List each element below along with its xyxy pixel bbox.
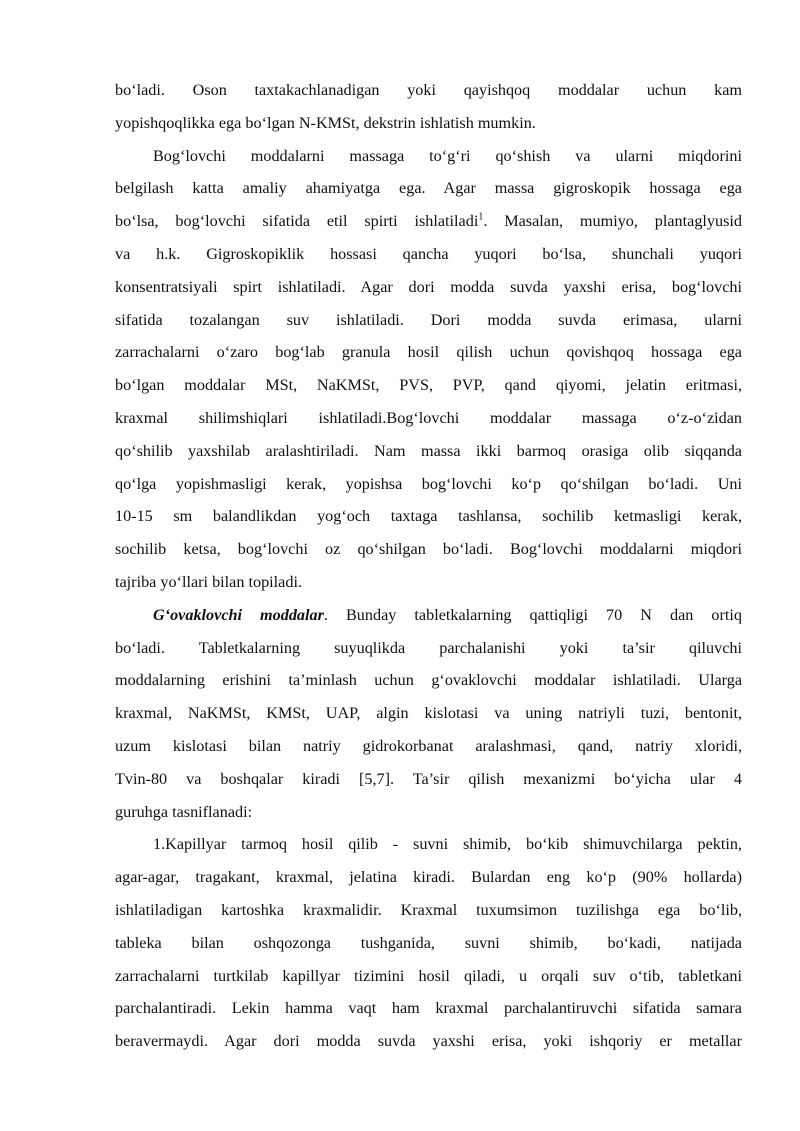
text-line: belgilash katta amaliy ahamiyatga ega. Agar massa gigroskopik hossaga ega: [115, 179, 742, 198]
text-line: bo‘ladi. Oson taxtakachlanadigan yoki qayishqoq moddalar uchun kam: [115, 81, 742, 99]
text-line: qo‘shilib yaxshilab aralashtiriladi. Nam massa ikki barmoq orasiga olib siqqanda: [115, 441, 742, 460]
text-body: [115, 74, 742, 1058]
footnote-reference: 1: [478, 211, 484, 223]
text-line: Tvin-80 va boshqalar kiradi [5,7]. Ta’sir qilish mexanizmi bo‘yicha ular 4: [115, 769, 742, 788]
text-line: tajriba yo‘llari bilan topiladi.: [115, 572, 303, 591]
text-line: konsentratsiyali spirt ishlatiladi. Agar dori modda suvda yaxshi erisa, bog‘lovchi: [115, 277, 742, 296]
text-line: moddalarning erishini ta’minlash uchun g‘ovaklovchi moddalar ishlatiladi. Ularga: [115, 671, 742, 690]
text-line: bo‘lgan moddalar MSt, NaKMSt, PVS, PVP, qand qiyomi, jelatin eritmasi,: [115, 376, 742, 395]
text-line: yopishqoqlikka ega bo‘lgan N-KMSt, dekstrin ishlatish mumkin.: [115, 113, 536, 132]
text-line: sifatida tozalangan suv ishlatiladi. Dori modda suvda erimasa, ularni: [115, 310, 742, 329]
text-line: tableka bilan oshqozonga tushganida, suvni shimib, bo‘kadi, natijada: [115, 933, 742, 952]
text-line: [115, 205, 742, 238]
text-line: 10-15 sm balandlikdan yog‘och taxtaga tashlansa, sochilib ketmasligi kerak,: [115, 507, 742, 526]
section-heading: G‘ovaklovchi moddalar: [153, 605, 324, 624]
text-line: 1.Kapillyar tarmoq hosil qilib - suvni shimib, bo‘kib shimuvchilarga pektin,: [153, 835, 742, 854]
text-segment: bo‘lsa, bog‘lovchi sifatida etil spirti ishlatiladi: [115, 212, 479, 231]
text-line: ishlatiladigan kartoshka kraxmalidir. Kraxmal tuxumsimon tuzilishga ega bo‘lib,: [115, 900, 742, 919]
text-line: qo‘lga yopishmasligi kerak, yopishsa bog‘lovchi ko‘p qo‘shilgan bo‘ladi. Uni: [115, 474, 742, 493]
text-line: kraxmal shilimshiqlari ishlatiladi.Bog‘lovchi moddalar massaga o‘z-o‘zidan: [115, 408, 742, 427]
text-line: kraxmal, NaKMSt, KMSt, UAP, algin kislotasi va uning natriyli tuzi, bentonit,: [115, 704, 742, 723]
text-line: va h.k. Gigroskopiklik hossasi qancha yuqori bo‘lsa, shunchali yuqori: [115, 244, 742, 263]
text-line: bo‘ladi. Tabletkalarning suyuqlikda parchalanishi yoki ta’sir qiluvchi: [115, 638, 742, 657]
text-line: Bog‘lovchi moddalarni massaga to‘g‘ri qo‘shish va ularni miqdorini: [153, 146, 742, 165]
text-line: zarrachalarni turtkilab kapillyar tizimini hosil qiladi, u orqali suv o‘tib, tabletkani: [115, 966, 742, 985]
text-line: guruhga tasniflanadi:: [115, 802, 253, 821]
text-segment: . Masalan, mumiyo, plantaglyusid: [483, 212, 742, 231]
text-line: [115, 599, 742, 632]
text-line: beravermaydi. Agar dori modda suvda yaxshi erisa, yoki ishqoriy er metallar: [115, 1032, 742, 1051]
text-segment: . Bunday tabletkalarning qattiqligi 70 N dan ortiq: [323, 605, 742, 624]
text-line: parchalantiradi. Lekin hamma vaqt ham kraxmal parchalantiruvchi sifatida samara: [115, 999, 742, 1018]
text-line: agar-agar, tragakant, kraxmal, jelatina kiradi. Bulardan eng ko‘p (90% hollarda): [115, 868, 742, 887]
text-line: sochilib ketsa, bog‘lovchi oz qo‘shilgan bo‘ladi. Bog‘lovchi moddalarni miqdori: [115, 540, 742, 559]
text-line: uzum kislotasi bilan natriy gidrokorbanat aralashmasi, qand, natriy xloridi,: [115, 736, 742, 755]
text-line: zarrachalarni o‘zaro bog‘lab granula hosil qilish uchun qovishqoq hossaga ega: [115, 343, 742, 362]
